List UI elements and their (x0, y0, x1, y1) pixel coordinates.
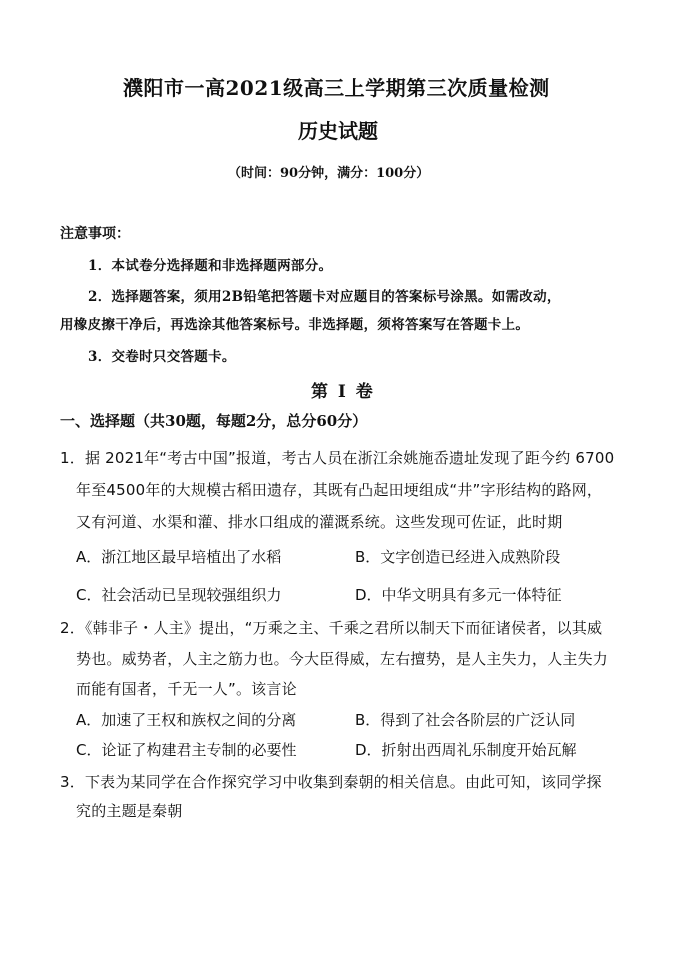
question-1-line-1: 1．据 2021年“考古中国”报道，考古人员在浙江余姚施岙遗址发现了距今约 6700 (60, 449, 615, 467)
question-2-line-2: 势也。威势者，人主之筋力也。今大臣得威，左右擅势，是人主失力，人主失力 (76, 650, 609, 668)
exam-title: 濮阳市一高2021级高三上学期第三次质量检测 (123, 76, 550, 100)
question-3-line-1: 3．下表为某同学在合作探究学习中收集到秦朝的相关信息。由此可知，该同学探 (60, 773, 602, 791)
note-item-2: 2．选择题答案，须用2B铅笔把答题卡对应题目的答案标号涂黑。如需改动， (88, 289, 561, 305)
question-3-line-2: 究的主题是秦朝 (76, 802, 183, 820)
question-2-line-1: 2．《韩非子・人主》提出，“万乘之主、千乘之君所以制天下而征诸侯者，以其威 (60, 619, 603, 637)
question-2-option-c: C．论证了构建君主专制的必要性 (76, 741, 297, 759)
volume-label: 第 Ⅰ 卷 (311, 382, 375, 402)
notes-heading: 注意事项： (60, 226, 130, 242)
question-1-option-b: B．文字创造已经进入成熟阶段 (355, 548, 561, 566)
question-2-option-a: A．加速了王权和族权之间的分离 (76, 711, 297, 729)
question-2-option-b: B．得到了社会各阶层的广泛认同 (355, 711, 576, 729)
question-1-option-d: D．中华文明具有多元一体特征 (355, 586, 562, 604)
question-2-line-3: 而能有国者，千无一人”。该言论 (76, 680, 297, 698)
question-1-option-c: C．社会活动已呈现较强组织力 (76, 586, 282, 604)
note-item-3: 3．交卷时只交答题卡。 (88, 349, 236, 365)
question-2-option-d: D．折射出西周礼乐制度开始瓦解 (355, 741, 577, 759)
note-item-2-cont: 用橡皮擦干净后，再选涂其他答案标号。非选择题，须将答案写在答题卡上。 (60, 317, 530, 333)
question-1-line-3: 又有河道、水渠和灌、排水口组成的灌溉系统。这些发现可佐证，此时期 (76, 513, 563, 531)
time-score-info: （时间：90分钟，满分：100分） (228, 166, 430, 181)
question-1-line-2: 年至4500年的大规模古稻田遗存，其既有凸起田埂组成“井”字形结构的路网， (76, 481, 603, 499)
question-1-option-a: A．浙江地区最早培植出了水稻 (76, 548, 282, 566)
note-item-1: 1．本试卷分选择题和非选择题两部分。 (88, 258, 333, 274)
subject-title: 历史试题 (298, 119, 378, 143)
section-heading: 一、选择题（共30题，每题2分，总分60分） (60, 412, 368, 430)
